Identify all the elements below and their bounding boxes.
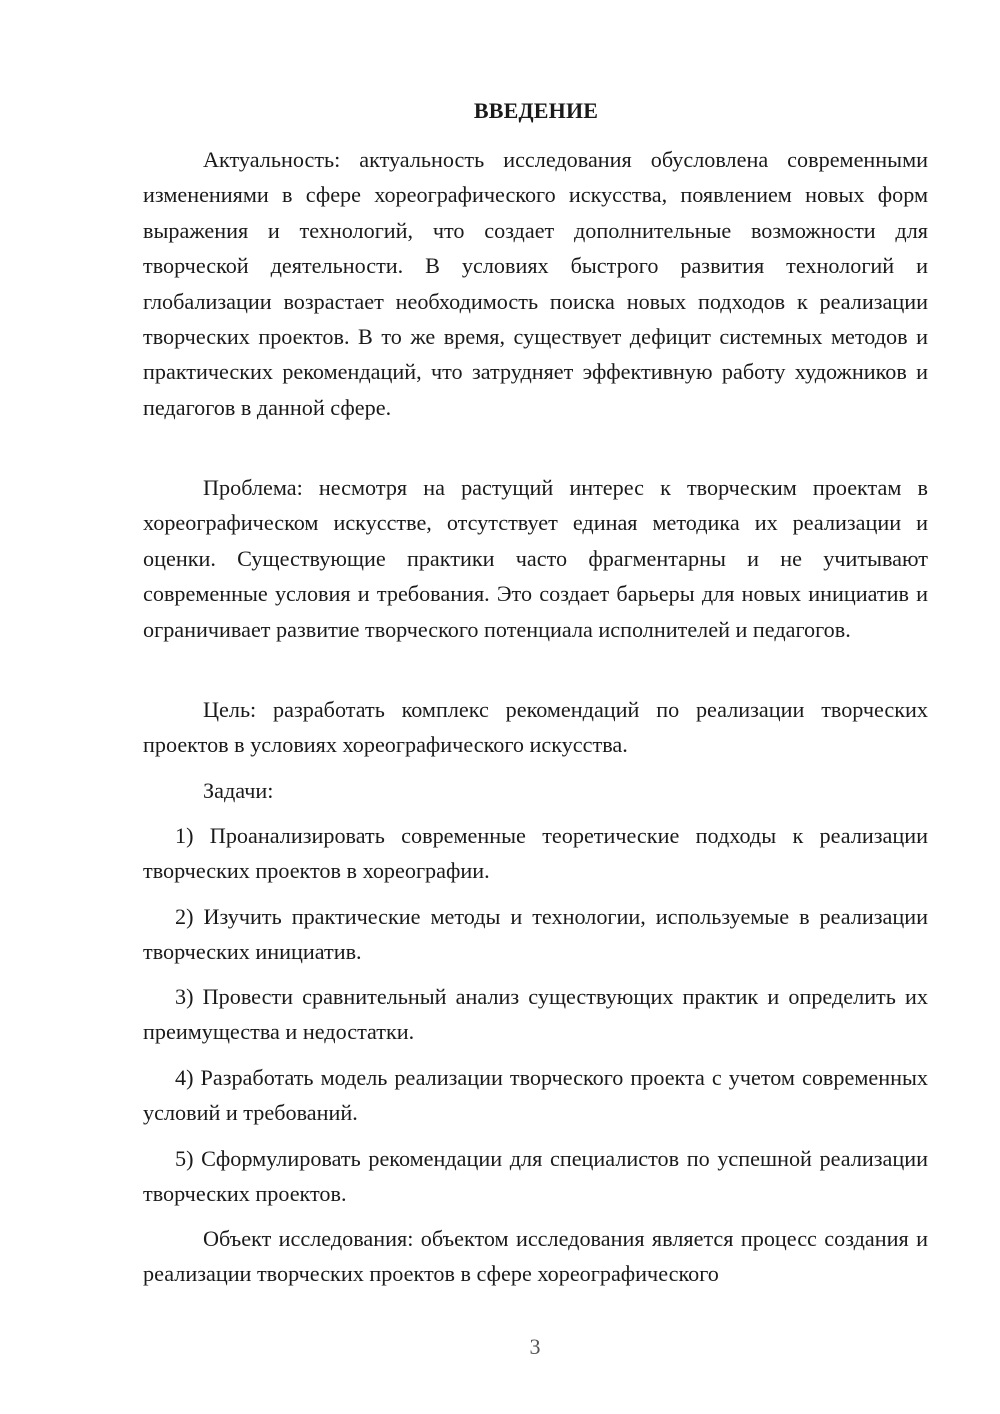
task-item-4: 4) Разработать модель реализации творческого проекта с учетом современных условий и требований.: [143, 1065, 928, 1126]
page-number: 3: [529, 1334, 541, 1359]
goal-paragraph: Цель: разработать комплекс рекомендаций по реализации творческих проектов в условиях хореографического искусства.: [143, 697, 928, 758]
task-item-3: 3) Провести сравнительный анализ существующих практик и определить их преимущества и недостатки.: [143, 984, 928, 1045]
problem-paragraph: Проблема: несмотря на растущий интерес к творческим проектам в хореографическом искусстве, отсутствует единая методика их реализации и оценки. Существующие практики часто фрагментарны и не учитывают современные условия и требования. Это создает барьеры для новых инициатив и ограничивает развитие творческого потенциала исполнителей и педагогов.: [143, 475, 928, 642]
relevance-paragraph: Актуальность: актуальность исследования обусловлена современными изменениями в сфере хореографического искусства, появлением новых форм выражения и технологий, что создает дополнительные возможности для творческой деятельности. В условиях быстрого развития технологий и глобализации возрастает необходимость поиска новых подходов к реализации творческих проектов. В то же время, существует дефицит системных методов и практических рекомендаций, что затрудняет эффективную работу художников и педагогов в данной сфере.: [143, 147, 928, 420]
section-heading: ВВЕДЕНИЕ: [473, 98, 599, 123]
task-item-1: 1) Проанализировать современные теоретические подходы к реализации творческих проектов в хореографии.: [143, 823, 928, 884]
task-item-5: 5) Сформулировать рекомендации для специалистов по успешной реализации творческих проектов.: [143, 1146, 928, 1207]
object-paragraph: Объект исследования: объектом исследования является процесс создания и реализации творческих проектов в сфере хореографического: [143, 1226, 928, 1287]
tasks-label: Задачи:: [203, 778, 274, 803]
task-item-2: 2) Изучить практические методы и технологии, используемые в реализации творческих инициатив.: [143, 904, 928, 965]
